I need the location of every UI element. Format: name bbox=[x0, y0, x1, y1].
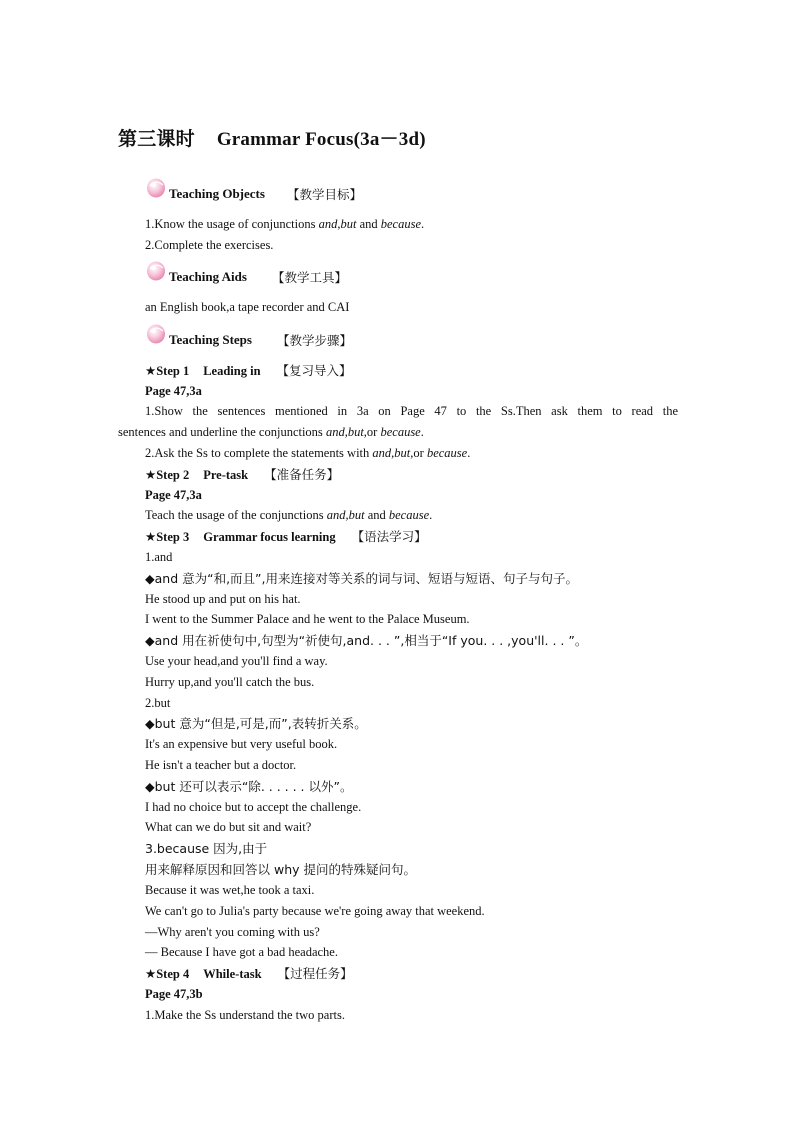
step-2-page-ref: Page 47,3a bbox=[145, 488, 202, 502]
step-3-line: —Why aren't you coming with us? bbox=[145, 925, 320, 939]
step-3-line: 1.and bbox=[145, 550, 173, 564]
step-1-para-1-line-2: sentences and underline the conjunctions and,but,or because. bbox=[118, 425, 424, 439]
step-3-line: He stood up and put on his hat. bbox=[145, 592, 301, 606]
step-3-line: 用来解释原因和回答以 why 提问的特殊疑问句。 bbox=[145, 862, 416, 877]
step-4-heading: ★Step 4 While-task 【过程任务】 bbox=[145, 966, 353, 981]
section-label: Teaching Steps bbox=[169, 332, 252, 347]
section-label-cn: 【教学工具】 bbox=[272, 270, 348, 285]
step-4-page-ref: Page 47,3b bbox=[145, 987, 203, 1001]
step-3-line: ◆and 意为“和,而且”,用来连接对等关系的词与词、短语与短语、句子与句子。 bbox=[145, 571, 579, 586]
step-3-line: We can't go to Julia's party because we're going away that weekend. bbox=[145, 904, 485, 918]
objective-line-2: 2.Complete the exercises. bbox=[145, 238, 274, 252]
step-3-line: Hurry up,and you'll catch the bus. bbox=[145, 675, 315, 689]
section-label: Teaching Objects bbox=[169, 186, 265, 201]
flower-bullet-icon bbox=[145, 176, 169, 200]
section-label-cn: 【教学目标】 bbox=[287, 187, 363, 202]
step-3-line: I had no choice but to accept the challenge. bbox=[145, 800, 362, 814]
step-1-heading: ★Step 1 Leading in 【复习导入】 bbox=[145, 363, 352, 378]
step-3-line: 3.because 因为,由于 bbox=[145, 841, 268, 856]
step-1-para-1-line-1: 1.Show the sentences mentioned in 3a on Page 47 to the Ss.Then ask them to read the bbox=[145, 404, 678, 418]
aids-line-1: an English book,a tape recorder and CAI bbox=[145, 300, 350, 314]
page-title bbox=[118, 124, 426, 151]
step-3-line: ◆but 还可以表示“除. . . . . . 以外”。 bbox=[145, 779, 353, 794]
step-3-line: — Because I have got a bad headache. bbox=[145, 945, 338, 959]
title-en: Grammar Focus(3a－3d) bbox=[216, 129, 426, 150]
step-1-page-ref: Page 47,3a bbox=[145, 384, 202, 398]
step-3-line: What can we do but sit and wait? bbox=[145, 820, 312, 834]
flower-bullet-icon bbox=[145, 259, 169, 283]
step-3-line: Use your head,and you'll find a way. bbox=[145, 654, 328, 668]
step-3-line: 2.but bbox=[145, 696, 171, 710]
section-label: Teaching Aids bbox=[169, 269, 247, 284]
flower-bullet-icon bbox=[145, 322, 169, 346]
step-1-para-2: 2.Ask the Ss to complete the statements with and,but,or because. bbox=[145, 446, 471, 460]
title-cn: 第三课时 bbox=[118, 128, 195, 150]
step-3-line: ◆and 用在祈使句中,句型为“祈使句,and. . . ”,相当于“If you. . . ,you'll. . . ”。 bbox=[145, 633, 588, 648]
step-3-line: ◆but 意为“但是,可是,而”,表转折关系。 bbox=[145, 716, 367, 731]
objective-line-1: 1.Know the usage of conjunctions and,but and because. bbox=[145, 217, 425, 231]
step-4-line: 1.Make the Ss understand the two parts. bbox=[145, 1008, 345, 1022]
step-3-line: He isn't a teacher but a doctor. bbox=[145, 758, 297, 772]
step-2-heading: ★Step 2 Pre-task 【准备任务】 bbox=[145, 467, 340, 482]
step-3-line: I went to the Summer Palace and he went to the Palace Museum. bbox=[145, 612, 470, 626]
step-3-heading: ★Step 3 Grammar focus learning 【语法学习】 bbox=[145, 529, 427, 544]
step-2-para-1: Teach the usage of the conjunctions and,but and because. bbox=[145, 508, 433, 522]
section-label-cn: 【教学步骤】 bbox=[277, 333, 353, 348]
step-3-line: Because it was wet,he took a taxi. bbox=[145, 883, 315, 897]
step-3-line: It's an expensive but very useful book. bbox=[145, 737, 338, 751]
